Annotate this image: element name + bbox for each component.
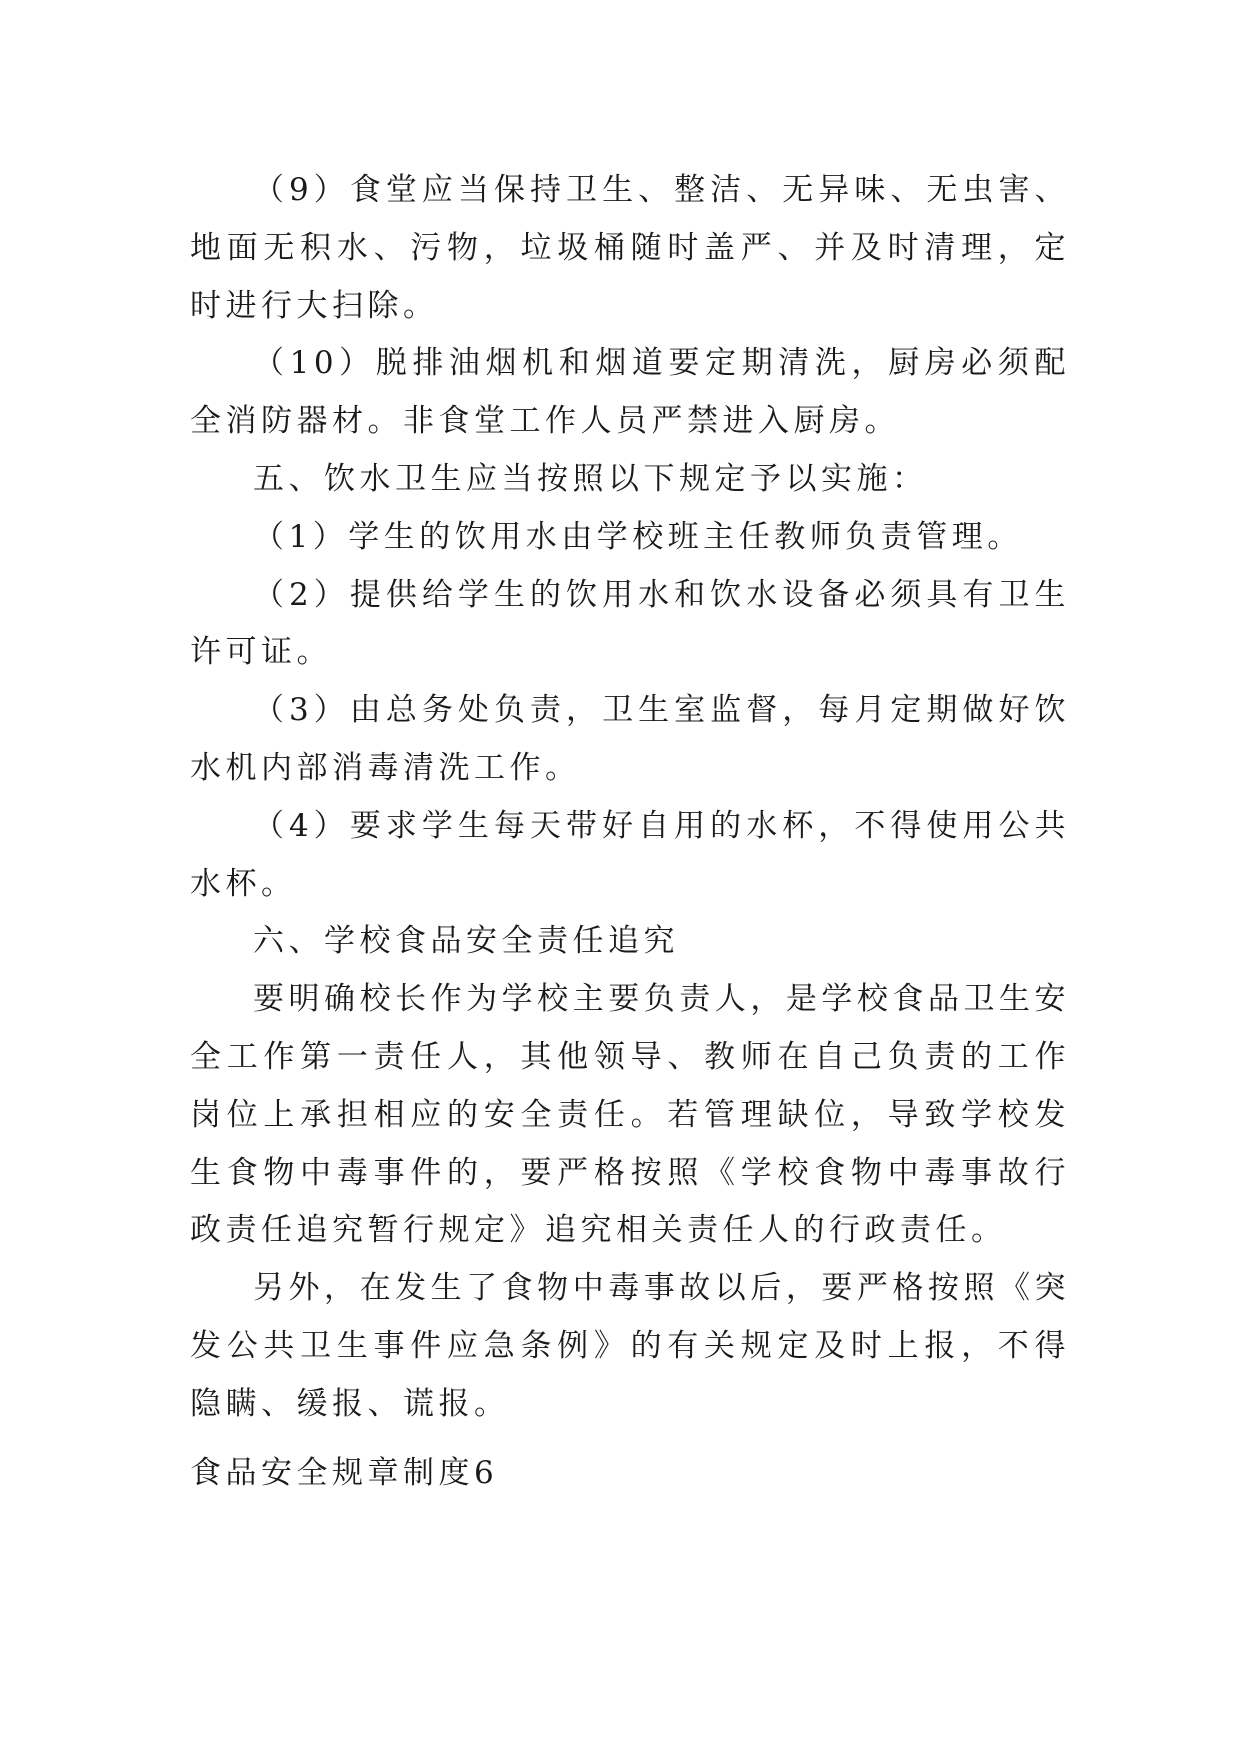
paragraph-principal-responsibility: 要明确校长作为学校主要负责人，是学校食品卫生安全工作第一责任人，其他领导、教师在自己负责的工作岗位上承担相应的安全责任。若管理缺位，导致学校发生食物中毒事件的，要严格按照《学校食物中毒事故行政责任追究暂行规定》追究相关责任人的行政责任。: [190, 981, 1070, 1249]
section-heading-drinking-water: 五、饮水卫生应当按照以下规定予以实施：: [253, 460, 928, 497]
document-section-title: 食品安全规章制度6: [190, 1455, 499, 1491]
paragraph-item-10-exhaust-cleaning: （10）脱排油烟机和烟道要定期清洗，厨房必须配全消防器材。非食堂工作人员严禁进入厨房。: [190, 345, 1070, 440]
paragraph-incident-reporting: 另外，在发生了食物中毒事故以后，要严格按照《突发公共卫生事件应急条例》的有关规定及时上报，不得隐瞒、缓报、谎报。: [190, 1270, 1070, 1422]
section-heading-accountability: 六、学校食品安全责任追究: [253, 923, 679, 960]
paragraph-item-1-water-management: （1）学生的饮用水由学校班主任教师负责管理。: [253, 518, 1023, 555]
document-body: [190, 162, 1070, 1434]
paragraph-item-2-hygiene-license: （2）提供给学生的饮用水和饮水设备必须具有卫生许可证。: [190, 576, 1070, 671]
paragraph-item-9-canteen-hygiene: （9）食堂应当保持卫生、整洁、无异味、无虫害、地面无积水、污物，垃圾桶随时盖严、并及时清理，定时进行大扫除。: [190, 172, 1070, 324]
paragraph-item-4-personal-cups: （4）要求学生每天带好自用的水杯，不得使用公共水杯。: [190, 807, 1070, 902]
paragraph-item-3-dispenser-cleaning: （3）由总务处负责，卫生室监督，每月定期做好饮水机内部消毒清洗工作。: [190, 692, 1070, 786]
